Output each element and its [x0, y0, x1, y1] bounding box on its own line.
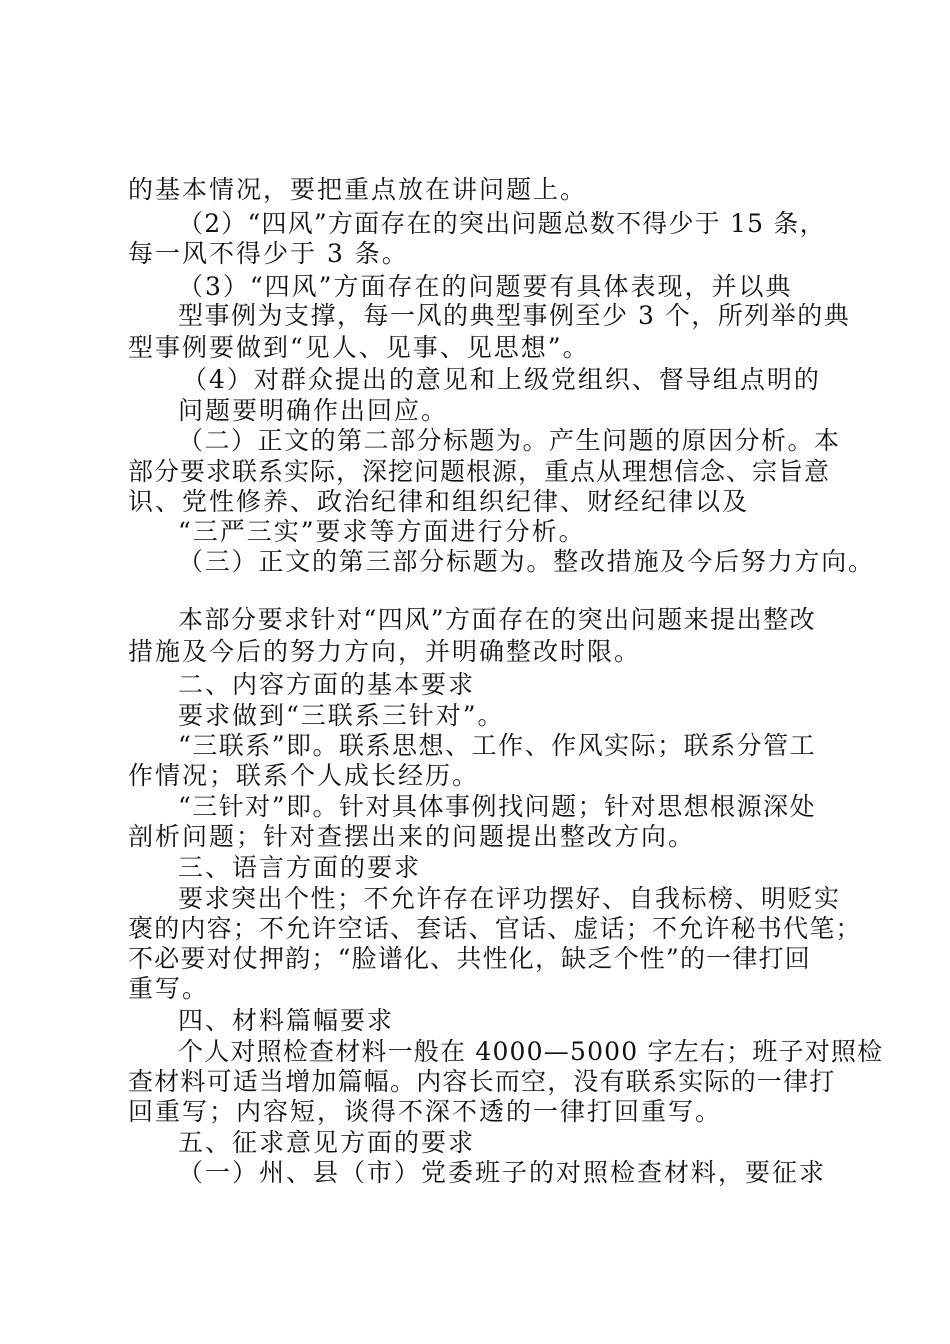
- text-line: 的基本情况，要把重点放在讲问题上。: [128, 175, 588, 204]
- text-line: 本部分要求针对“四风”方面存在的突出问题来提出整改: [178, 605, 817, 634]
- text-line: 褒的内容；不允许空话、套话、官话、虚话；不允许秘书代笔；: [128, 914, 862, 943]
- text-line: “三针对”即。针对具体事例找问题；针对思想根源深处: [178, 792, 817, 821]
- text-line: 识、党性修养、政治纪律和组织纪律、财经纪律以及: [128, 487, 750, 516]
- text-line: （2）“四风”方面存在的突出问题总数不得少于 15 条，: [178, 209, 826, 238]
- text-line: （4）对群众提出的意见和上级党组织、督导组点明的: [182, 365, 821, 394]
- text-line: “三联系”即。联系思想、工作、作风实际；联系分管工: [178, 731, 817, 760]
- text-line: 查材料可适当增加篇幅。内容长而空，没有联系实际的一律打: [128, 1067, 836, 1096]
- text-line: 三、语言方面的要求: [178, 853, 422, 882]
- text-line: 问题要明确作出回应。: [178, 396, 449, 425]
- text-line: （一）州、县（市）党委班子的对照检查材料，要征求: [178, 1158, 827, 1187]
- text-line: 不必要对仗押韵；“脸谱化、共性化，缺乏个性”的一律打回: [128, 944, 811, 973]
- text-line: 五、征求意见方面的要求: [178, 1128, 476, 1157]
- text-line: 剖析问题；针对查摆出来的问题提出整改方向。: [128, 822, 696, 851]
- text-line: 要求突出个性；不允许存在评功摆好、自我标榜、明贬实: [178, 884, 841, 913]
- text-line: 回重写；内容短，谈得不深不透的一律打回重写。: [128, 1097, 723, 1126]
- text-line: 每一风不得少于 3 条。: [128, 239, 409, 268]
- text-line: 二、内容方面的基本要求: [178, 670, 476, 699]
- text-line: 部分要求联系实际，深挖问题根源，重点从理想信念、宗旨意: [128, 457, 831, 486]
- text-line: “三严三实”要求等方面进行分析。: [178, 517, 586, 546]
- text-line: 型事例要做到“见人、见事、见思想”。: [128, 333, 590, 362]
- text-line: 重写。: [128, 974, 210, 1003]
- text-line: （3）“四风”方面存在的问题要有具体表现，并以典: [178, 272, 793, 301]
- text-line: 措施及今后的努力方向，并明确整改时限。: [128, 637, 642, 666]
- text-line: 型事例为支撑，每一风的典型事例至少 3 个，所列举的典: [178, 301, 851, 330]
- text-line: 四、材料篇幅要求: [178, 1006, 395, 1035]
- text-line: 个人对照检查材料一般在 4000—5000 字左右；班子对照检: [178, 1037, 884, 1066]
- text-line: （二）正文的第二部分标题为。产生问题的原因分析。本: [178, 426, 841, 455]
- text-line: 作情况；联系个人成长经历。: [128, 761, 480, 790]
- text-line: 要求做到“三联系三针对”。: [178, 701, 505, 730]
- text-line: （三）正文的第三部分标题为。整改措施及今后努力方向。: [178, 547, 875, 576]
